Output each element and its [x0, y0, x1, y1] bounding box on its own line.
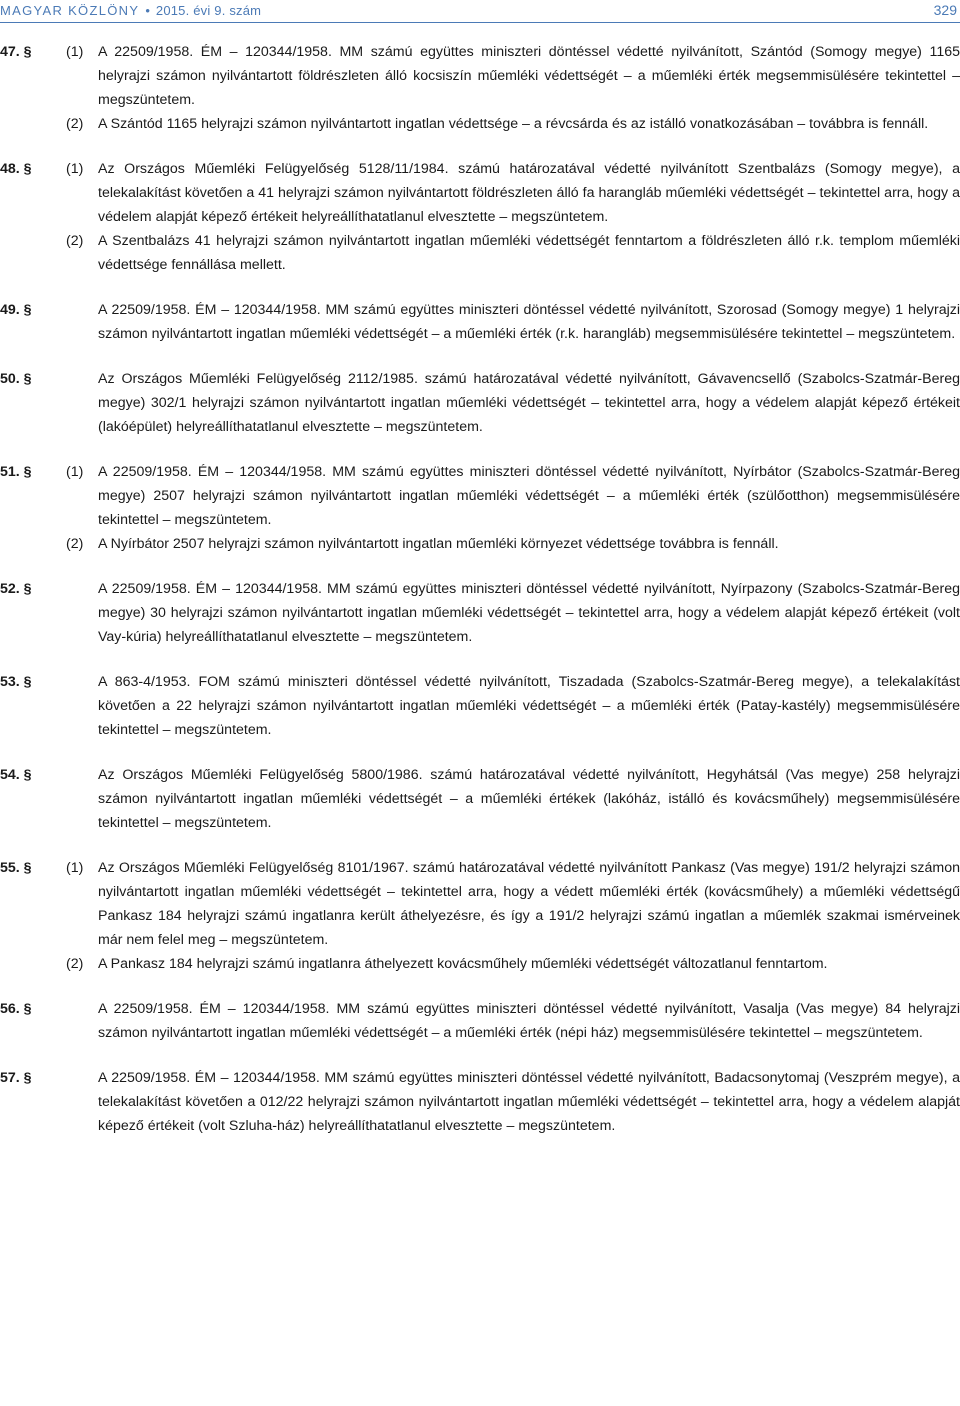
- paragraph-text: Az Országos Műemléki Felügyelőség 5800/1986. számú határozatával védetté nyilvánított, Hegyhátsál (Vas megye) 258 helyrajzi számon nyilvántartott ingatlan műemléki védettségét – a műemléki értékek (lakóház, istálló és kovácsműhely) megsemmisülésére tekintettel – megszüntetem.: [98, 767, 960, 831]
- paragraph-number: (2): [66, 116, 84, 132]
- section: [0, 367, 960, 439]
- paragraph-text: A 22509/1958. ÉM – 120344/1958. MM számú együttes miniszteri döntéssel védetté nyilvánított, Nyírpazony (Szabolcs-Szatmár-Bereg megye) 30 helyrajzi számon nyilvántartott ingatlan műemléki védettségét – tekintettel arra, hogy a védelem alapját képező értékeit (volt Vay-kúria) helyreállíthatatlanul elvesztette – megszüntetem.: [98, 581, 960, 645]
- section: [0, 856, 960, 976]
- paragraph: [0, 997, 960, 1045]
- section-number: 47. §: [0, 44, 32, 60]
- paragraph-text: A 22509/1958. ÉM – 120344/1958. MM számú együttes miniszteri döntéssel védetté nyilvánított, Nyírbátor (Szabolcs-Szatmár-Bereg megye) 2507 helyrajzi számon nyilvántartott ingatlan műemléki védettségét – a műemléki érték (szülőotthon) megsemmisülésére tekintettel – megszüntetem.: [98, 464, 960, 528]
- paragraph: [0, 157, 960, 229]
- section: [0, 460, 960, 556]
- header-bullet: •: [145, 3, 150, 18]
- paragraph-text: A 22509/1958. ÉM – 120344/1958. MM számú együttes miniszteri döntéssel védetté nyilvánított, Badacsonytomaj (Veszprém megye), a telekalakítást követően a 012/22 helyrajzi számon nyilvántartott ingatlan műemléki védettségét – tekintettel arra, hogy a védelem alapját képező értékeit (volt Szluha-ház) helyreállíthatatlanul elvesztette – megszüntetem.: [98, 1070, 960, 1134]
- paragraph-text: Az Országos Műemléki Felügyelőség 8101/1967. számú határozatával védetté nyilvánított Pankasz (Vas megye) 191/2 helyrajzi számon nyilvántartott ingatlan műemléki védettségét – tekintettel arra, hogy a védett műemléki érték (kovácsműhely) a műemléki védettségű Pankasz 184 helyrajzi számú ingatlanra került áthelyezésre, és így a 191/2 helyrajzi számú ingatlan a műemlék szakmai ismérveinek már nem felel meg – megszüntetem.: [98, 860, 960, 948]
- paragraph-number: (1): [66, 44, 84, 60]
- paragraph: [0, 763, 960, 835]
- paragraph-number: (2): [66, 956, 84, 972]
- paragraph-text: A Nyírbátor 2507 helyrajzi számon nyilvántartott ingatlan műemléki környezet védettsége továbbra is fennáll.: [98, 536, 779, 552]
- running-head: [0, 3, 261, 18]
- section: [0, 298, 960, 346]
- paragraph-text: A 22509/1958. ÉM – 120344/1958. MM számú együttes miniszteri döntéssel védetté nyilvánított, Vasalja (Vas megye) 84 helyrajzi számon nyilvántartott ingatlan műemléki védettségét – a műemléki érték (népi ház) megsemmisülésére tekintettel – megszüntetem.: [98, 1001, 960, 1041]
- paragraph-text: A 22509/1958. ÉM – 120344/1958. MM számú együttes miniszteri döntéssel védetté nyilvánított, Szorosad (Somogy megye) 1 helyrajzi számon nyilvántartott ingatlan műemléki védettségét – a műemléki érték (r.k. harangláb) megsemmisülésére tekintettel – megszüntetem.: [98, 302, 960, 342]
- section-number: 52. §: [0, 581, 32, 597]
- paragraph-text: Az Országos Műemléki Felügyelőség 5128/11/1984. számú határozatával védetté nyilvánított Szentbalázs (Somogy megye), a telekalakítást követően a 41 helyrajzi számon nyilvántartott földrészleten álló fa harangláb műemléki védettségét – tekintettel arra, hogy a védelem alapját képező értékeit helyreállíthatatlanul elvesztette – megszüntetem.: [98, 161, 960, 225]
- paragraph: [0, 532, 960, 556]
- page-header: [0, 0, 960, 22]
- section: [0, 763, 960, 835]
- paragraph-number: (2): [66, 233, 84, 249]
- document-body: [0, 40, 960, 1159]
- section: [0, 1066, 960, 1138]
- section-number: 55. §: [0, 860, 32, 876]
- paragraph-text: A 863-4/1953. FOM számú miniszteri döntéssel védetté nyilvánított, Tiszadada (Szabolcs-Szatmár-Bereg megye), a telekalakítást követően a 22 helyrajzi számon nyilvántartott ingatlan műemléki védettségét – a műemléki érték (Patay-kastély) megsemmisülésére tekintettel – megszüntetem.: [98, 674, 960, 738]
- section: [0, 40, 960, 136]
- page-number: 329: [933, 2, 957, 18]
- header-rule: [0, 22, 960, 23]
- paragraph-text: A 22509/1958. ÉM – 120344/1958. MM számú együttes miniszteri döntéssel védetté nyilvánított, Szántód (Somogy megye) 1165 helyrajzi számon nyilvántartott földrészleten álló kocsiszín műemléki védettségét – a műemléki érték megsemmisülésére tekintettel – megszüntetem.: [98, 44, 960, 108]
- paragraph: [0, 856, 960, 952]
- section-number: 56. §: [0, 1001, 32, 1017]
- paragraph-number: (1): [66, 860, 84, 876]
- section: [0, 997, 960, 1045]
- paragraph-text: A Szántód 1165 helyrajzi számon nyilvántartott ingatlan védettsége – a révcsárda és az istálló vonatkozásában – továbbra is fennáll.: [98, 116, 929, 132]
- paragraph-number: (1): [66, 161, 84, 177]
- section-number: 54. §: [0, 767, 32, 783]
- paragraph: [0, 112, 960, 136]
- section: [0, 670, 960, 742]
- section-number: 50. §: [0, 371, 32, 387]
- paragraph: [0, 298, 960, 346]
- paragraph: [0, 460, 960, 532]
- publication-title: MAGYAR KÖZLÖNY: [0, 3, 140, 18]
- section-number: 57. §: [0, 1070, 32, 1086]
- section: [0, 157, 960, 277]
- issue-label: 2015. évi 9. szám: [155, 3, 262, 18]
- paragraph: [0, 1066, 960, 1138]
- section: [0, 577, 960, 649]
- paragraph-text: A Szentbalázs 41 helyrajzi számon nyilvántartott ingatlan műemléki védettségét fenntartom a földrészleten álló r.k. templom műemléki védettsége fennállása mellett.: [98, 233, 960, 273]
- paragraph-number: (2): [66, 536, 84, 552]
- section-number: 48. §: [0, 161, 32, 177]
- section-number: 51. §: [0, 464, 32, 480]
- section-number: 53. §: [0, 674, 32, 690]
- paragraph-text: Az Országos Műemléki Felügyelőség 2112/1985. számú határozatával védetté nyilvánított, Gávavencsellő (Szabolcs-Szatmár-Bereg megye) 302/1 helyrajzi számon nyilvántartott ingatlan műemléki védettségét – tekintettel arra, hogy a védelem alapját képező értékeit (lakóépület) helyreállíthatatlanul elvesztette – megszüntetem.: [98, 371, 960, 435]
- section-number: 49. §: [0, 302, 32, 318]
- paragraph: [0, 40, 960, 112]
- paragraph: [0, 229, 960, 277]
- paragraph-number: (1): [66, 464, 84, 480]
- paragraph: [0, 367, 960, 439]
- paragraph: [0, 670, 960, 742]
- paragraph: [0, 577, 960, 649]
- paragraph: [0, 952, 960, 976]
- paragraph-text: A Pankasz 184 helyrajzi számú ingatlanra áthelyezett kovácsműhely műemléki védettségét változatlanul fenntartom.: [98, 956, 828, 972]
